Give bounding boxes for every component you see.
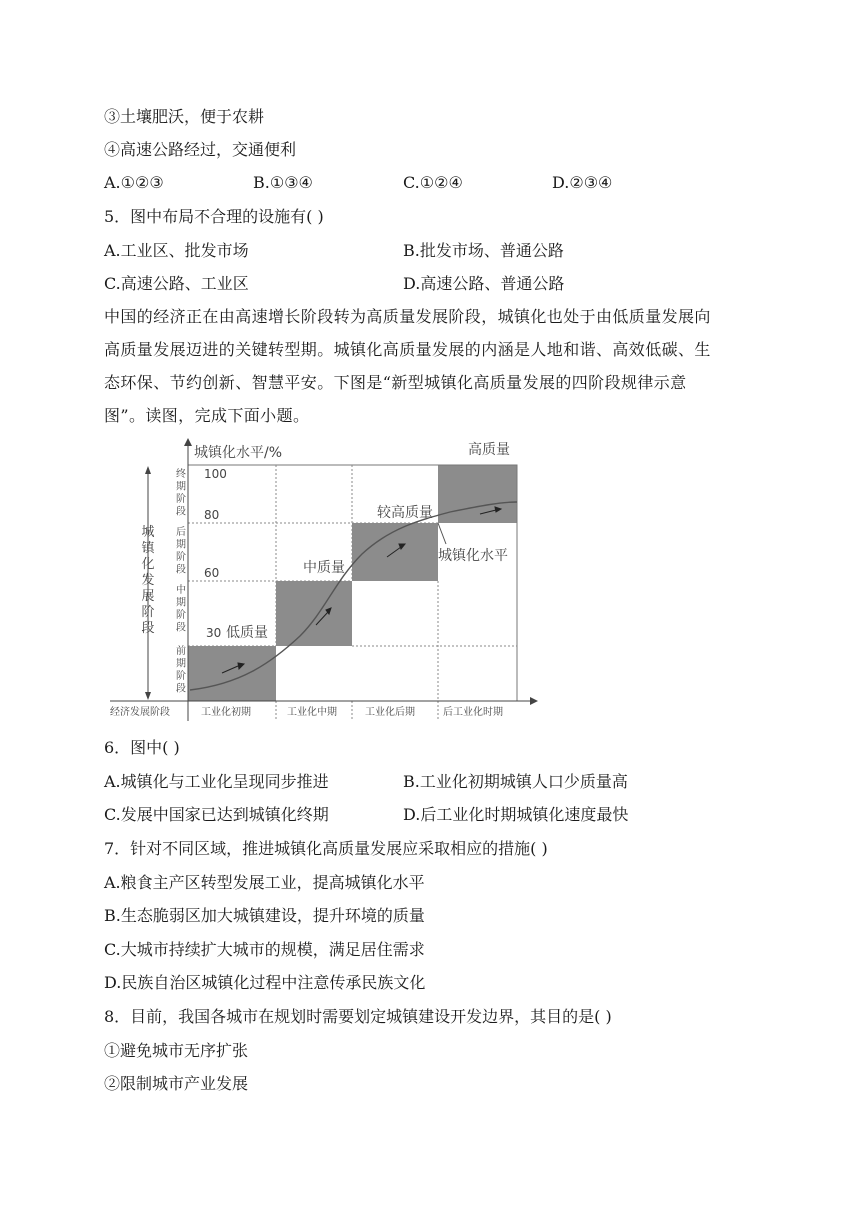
y-stage-label: 后期阶段 [176, 527, 186, 576]
y-tick-60: 60 [204, 566, 220, 580]
y-stage-label: 终期阶段 [176, 469, 186, 518]
q5-option-d: D.高速公路、普通公路 [403, 274, 565, 293]
q5-option-b: B.批发市场、普通公路 [403, 241, 564, 260]
shaded-block-high [438, 465, 517, 523]
quality-label-higher: 较高质量 [377, 505, 433, 521]
q6-option-b: B.工业化初期城镇人口少质量高 [403, 772, 628, 791]
passage-line: 图”。读图，完成下面小题。 [104, 406, 310, 425]
stage-span-bottom-arrow-icon [145, 692, 151, 700]
shaded-block-mid [276, 581, 352, 646]
shaded-block-low [188, 646, 276, 701]
quality-label-low: 低质量 [226, 625, 268, 641]
x-stage-title: 经济发展阶段 [110, 707, 170, 718]
q4-option-d: D.②③④ [552, 173, 613, 192]
quality-label-mid: 中质量 [303, 560, 345, 576]
q5-stem: 5．图中布局不合理的设施有( ) [104, 207, 324, 226]
quality-label-high: 高质量 [468, 442, 510, 458]
q8-item-2: ②限制城市产业发展 [104, 1074, 249, 1093]
x-stage-2: 工业化中期 [287, 707, 337, 718]
x-stage-4: 后工业化时期 [443, 707, 503, 718]
stage-span-top-arrow-icon [145, 466, 151, 474]
curve-label-leader [438, 523, 446, 544]
y-axis-label: 城镇化水平/% [194, 445, 283, 461]
x-stage-1: 工业化初期 [201, 707, 251, 718]
y-stage-label: 前期阶段 [176, 646, 186, 695]
q4-item-4: ④高速公路经过，交通便利 [104, 140, 297, 159]
curve-label: 城镇化水平 [438, 548, 508, 564]
q7-stem: 7．针对不同区域，推进城镇化高质量发展应采取相应的措施( ) [104, 839, 548, 858]
q5-option-c: C.高速公路、工业区 [104, 274, 249, 293]
urbanization-stage-diagram [110, 436, 550, 728]
y-tick-100: 100 [204, 467, 227, 481]
q6-stem: 6．图中( ) [104, 738, 180, 757]
q6-option-a: A.城镇化与工业化呈现同步推进 [104, 772, 329, 791]
x-axis-arrow-icon [530, 697, 538, 705]
q7-option-a: A.粮食主产区转型发展工业，提高城镇化水平 [104, 873, 425, 892]
y-tick-30: 30 [206, 626, 222, 640]
y-stage-label: 中期阶段 [176, 585, 186, 634]
q7-option-b: B.生态脆弱区加大城镇建设，提升环境的质量 [104, 906, 425, 925]
q7-option-c: C.大城市持续扩大城市的规模，满足居住需求 [104, 940, 425, 959]
passage-line: 态环保、节约创新、智慧平安。下图是“新型城镇化高质量发展的四阶段规律示意 [104, 373, 687, 392]
x-stage-3: 工业化后期 [365, 707, 415, 718]
y-axis-arrow-icon [184, 438, 192, 446]
q8-stem: 8．目前，我国各城市在规划时需要划定城镇建设开发边界，其目的是( ) [104, 1007, 612, 1026]
q6-option-d: D.后工业化时期城镇化速度最快 [403, 805, 629, 824]
q5-option-a: A.工业区、批发市场 [104, 241, 249, 260]
y-stage-title: 城镇化发展阶段 [141, 525, 155, 636]
q7-option-d: D.民族自治区城镇化过程中注意传承民族文化 [104, 973, 426, 992]
q4-option-b: B.①③④ [253, 173, 313, 192]
q4-item-3: ③土壤肥沃，便于农耕 [104, 107, 265, 126]
q6-option-c: C.发展中国家已达到城镇化终期 [104, 805, 329, 824]
passage-line: 高质量发展迈进的关键转型期。城镇化高质量发展的内涵是人地和谐、高效低碳、生 [104, 340, 711, 359]
q8-item-1: ①避免城市无序扩张 [104, 1041, 249, 1060]
q4-option-a: A.①②③ [104, 173, 164, 192]
passage-line: 中国的经济正在由高速增长阶段转为高质量发展阶段，城镇化也处于由低质量发展向 [104, 307, 711, 326]
q4-option-c: C.①②④ [403, 173, 463, 192]
y-tick-80: 80 [204, 508, 220, 522]
